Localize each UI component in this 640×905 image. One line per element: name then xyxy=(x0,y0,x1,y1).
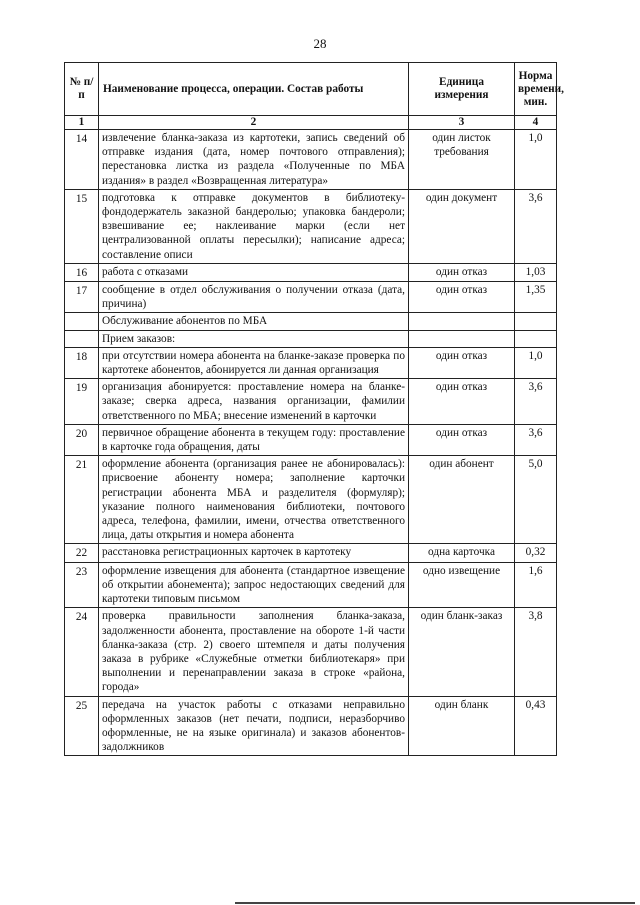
time-norm xyxy=(515,313,557,330)
table-row xyxy=(65,313,557,330)
table-row xyxy=(65,263,557,281)
unit-of-measure: одна карточка xyxy=(409,544,515,562)
time-norm: 5,0 xyxy=(515,456,557,544)
row-number: 16 xyxy=(65,263,99,281)
row-number: 15 xyxy=(65,189,99,263)
table-row xyxy=(65,130,557,190)
row-number: 21 xyxy=(65,456,99,544)
unit-of-measure xyxy=(409,330,515,347)
process-description: оформление абонента (организация ранее не абонировалась): присвоение абоненту номера; заполнение карточки регистрации абонента МБА и разделителя (формуляр); указание полного наименования библиотеки, почтового адреса, телефона, фамилии, имени, отчества ответственного лица, даты открытия и номера абонента xyxy=(99,456,409,544)
labor-norms-table xyxy=(64,62,564,756)
table-row xyxy=(65,282,557,313)
table-row xyxy=(65,379,557,425)
time-norm: 3,6 xyxy=(515,189,557,263)
process-description: Прием заказов: xyxy=(99,330,409,347)
process-description: сообщение в отдел обслуживания о получении отказа (дата, причина) xyxy=(99,282,409,313)
unit-of-measure: один отказ xyxy=(409,263,515,281)
column-index: 2 xyxy=(99,116,409,130)
table-body xyxy=(65,130,557,756)
row-number xyxy=(65,313,99,330)
unit-of-measure: один отказ xyxy=(409,347,515,378)
table-row xyxy=(65,608,557,696)
process-description: оформление извещения для абонента (стандартное извещение об открытии абонемента); запрос недостающих сведений для картотеки типовым письмом xyxy=(99,562,409,608)
time-norm xyxy=(515,330,557,347)
time-norm: 1,35 xyxy=(515,282,557,313)
process-description: Обслуживание абонентов по МБА xyxy=(99,313,409,330)
header-process: Наименование процесса, операции. Состав работы xyxy=(99,63,409,116)
header-unit: Единица измерения xyxy=(409,63,515,116)
table-row xyxy=(65,456,557,544)
time-norm: 3,8 xyxy=(515,608,557,696)
unit-of-measure: один бланк xyxy=(409,696,515,756)
process-description: подготовка к отправке документов в библиотеку-фондодержатель заказной бандеролью; упаковка бандероли; взвешивание ее; наклеивание марки (если нет централизованной оплаты пересылки); написание адреса; составление описи xyxy=(99,189,409,263)
unit-of-measure: один листок требования xyxy=(409,130,515,190)
table-row xyxy=(65,189,557,263)
time-norm: 3,6 xyxy=(515,424,557,455)
column-index: 3 xyxy=(409,116,515,130)
unit-of-measure: один отказ xyxy=(409,424,515,455)
header-norm: Норма времени, мин. xyxy=(515,63,557,116)
process-description: первичное обращение абонента в текущем году: проставление в карточке года обращения, даты xyxy=(99,424,409,455)
table-row xyxy=(65,347,557,378)
time-norm: 0,43 xyxy=(515,696,557,756)
row-number: 25 xyxy=(65,696,99,756)
time-norm: 1,0 xyxy=(515,347,557,378)
table-row xyxy=(65,424,557,455)
row-number: 22 xyxy=(65,544,99,562)
column-index: 4 xyxy=(515,116,557,130)
process-description: проверка правильности заполнения бланка-заказа, задолженности абонента, проставление на обороте 1-й части бланка-заказа (стр. 2) своего штемпеля и даты получения заказа в рубрике «Служебные отметки библиотекаря» при выполнении и перенаправлении заказа в строке «района, города» xyxy=(99,608,409,696)
unit-of-measure: один бланк-заказ xyxy=(409,608,515,696)
row-number: 20 xyxy=(65,424,99,455)
row-number: 17 xyxy=(65,282,99,313)
row-number: 23 xyxy=(65,562,99,608)
process-description: извлечение бланка-заказа из картотеки, запись сведений об отправке издания (дата, номер почтового отправления); перестановка листка из раздела «Полученные по МБА издания» в раздел «Возвращенная литература» xyxy=(99,130,409,190)
unit-of-measure: один абонент xyxy=(409,456,515,544)
unit-of-measure: одно извещение xyxy=(409,562,515,608)
process-description: передача на участок работы с отказами неправильно оформленных заказов (нет печати, подписи, неразборчиво оформленные, не на языке оригинала) и заказов абонентов-задолжников xyxy=(99,696,409,756)
column-index: 1 xyxy=(65,116,99,130)
bottom-rule xyxy=(235,902,635,904)
unit-of-measure: один отказ xyxy=(409,379,515,425)
table-row xyxy=(65,562,557,608)
unit-of-measure xyxy=(409,313,515,330)
table-row xyxy=(65,544,557,562)
time-norm: 0,32 xyxy=(515,544,557,562)
time-norm: 1,6 xyxy=(515,562,557,608)
time-norm: 1,03 xyxy=(515,263,557,281)
unit-of-measure: один документ xyxy=(409,189,515,263)
process-description: при отсутствии номера абонента на бланке-заказе проверка по картотеке абонентов, абонируется ли данная организация xyxy=(99,347,409,378)
row-number: 14 xyxy=(65,130,99,190)
time-norm: 1,0 xyxy=(515,130,557,190)
header-num: № п/п xyxy=(65,63,99,116)
process-description: расстановка регистрационных карточек в картотеку xyxy=(99,544,409,562)
page-number: 28 xyxy=(313,36,327,51)
process-description: работа с отказами xyxy=(99,263,409,281)
row-number: 19 xyxy=(65,379,99,425)
row-number: 18 xyxy=(65,347,99,378)
table-row xyxy=(65,330,557,347)
row-number xyxy=(65,330,99,347)
table-row xyxy=(65,696,557,756)
time-norm: 3,6 xyxy=(515,379,557,425)
row-number: 24 xyxy=(65,608,99,696)
unit-of-measure: один отказ xyxy=(409,282,515,313)
header-row xyxy=(65,63,557,116)
process-description: организация абонируется: проставление номера на бланке-заказе; сверка адреса, названия организации, фамилии ответственного по МБА; внесение изменений в карточки xyxy=(99,379,409,425)
column-index-row xyxy=(65,116,557,130)
